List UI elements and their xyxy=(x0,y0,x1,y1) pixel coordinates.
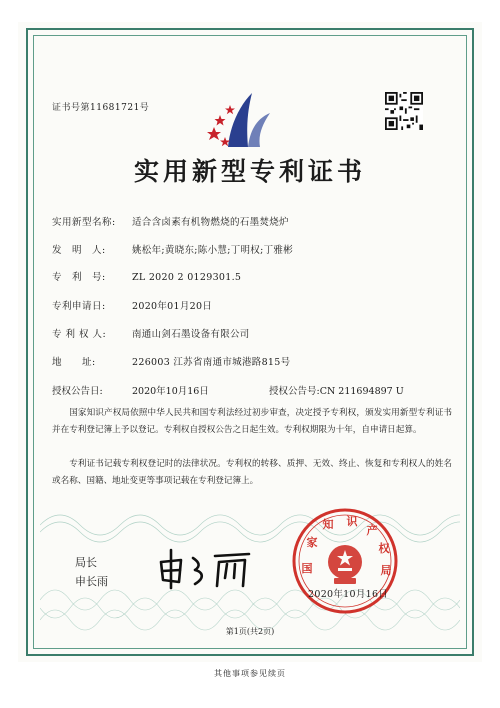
field-grant xyxy=(52,383,404,397)
field-label: 实用新型名称: xyxy=(52,217,116,228)
seal-date: 2020年10月16日 xyxy=(308,589,389,600)
field-label: 专 利 号: xyxy=(52,272,106,283)
footer-note: 其他事项参见续页 xyxy=(214,669,286,678)
page-number: 第1页(共2页) xyxy=(225,627,275,636)
grant-date-value: 2020年10月16日 xyxy=(132,386,209,397)
field-value: 南通山剑石墨设备有限公司 xyxy=(132,329,250,340)
director-block xyxy=(75,553,108,591)
director-name: 申长雨 xyxy=(75,575,108,588)
field-application-date xyxy=(52,298,212,312)
field-value: 适合含卤素有机物燃烧的石墨焚烧炉 xyxy=(132,217,289,228)
director-signature xyxy=(155,542,255,592)
field-inventors xyxy=(52,242,293,256)
field-value: 2020年01月20日 xyxy=(132,301,213,312)
field-address xyxy=(52,354,290,368)
qr-code xyxy=(385,92,423,130)
field-value: 226003 江苏省南通市城港路815号 xyxy=(132,357,291,368)
svg-text:权: 权 xyxy=(378,542,390,555)
field-label: 发 明 人: xyxy=(52,245,106,256)
svg-text:国: 国 xyxy=(301,562,313,575)
body-paragraph: 国家知识产权局依照中华人民共和国专利法经过初步审查，决定授予专利权，颁发实用新型专利证书并在专利登记簿上予以登记。专利权自授权公告之日起生效。专利权期限为十年，自申请日起算。 xyxy=(52,408,452,435)
grant-number-value: CN 211694897 U xyxy=(319,386,404,397)
svg-text:知: 知 xyxy=(322,518,334,531)
svg-text:家: 家 xyxy=(306,536,318,549)
patent-office-logo xyxy=(200,85,280,155)
certificate-title: 实用新型专利证书 xyxy=(133,157,366,186)
svg-text:局: 局 xyxy=(380,564,392,577)
grant-number-label: 授权公告号: xyxy=(269,386,320,397)
grant-date-label: 授权公告日: xyxy=(52,386,103,397)
svg-text:产: 产 xyxy=(366,524,378,537)
field-label: 地 址: xyxy=(52,357,96,368)
field-patentee xyxy=(52,326,250,340)
field-label: 专 利 权 人: xyxy=(52,329,107,340)
director-title: 局长 xyxy=(75,556,97,569)
field-label: 专利申请日: xyxy=(52,301,106,312)
body-paragraph: 专利证书记载专利权登记时的法律状况。专利权的转移、质押、无效、终止、恢复和专利权人的姓名或名称、国籍、地址变更等事项记载在专利登记簿上。 xyxy=(52,459,452,486)
field-utility-model-name xyxy=(52,214,289,228)
field-patent-number xyxy=(52,269,241,283)
field-value: ZL 2020 2 0129301.5 xyxy=(132,272,242,283)
certificate-number: 证书号第11681721号 xyxy=(52,103,150,113)
svg-text:识: 识 xyxy=(346,515,358,528)
field-value: 姚松年;黄晓东;陈小慧;丁明权;丁雅彬 xyxy=(132,245,294,256)
